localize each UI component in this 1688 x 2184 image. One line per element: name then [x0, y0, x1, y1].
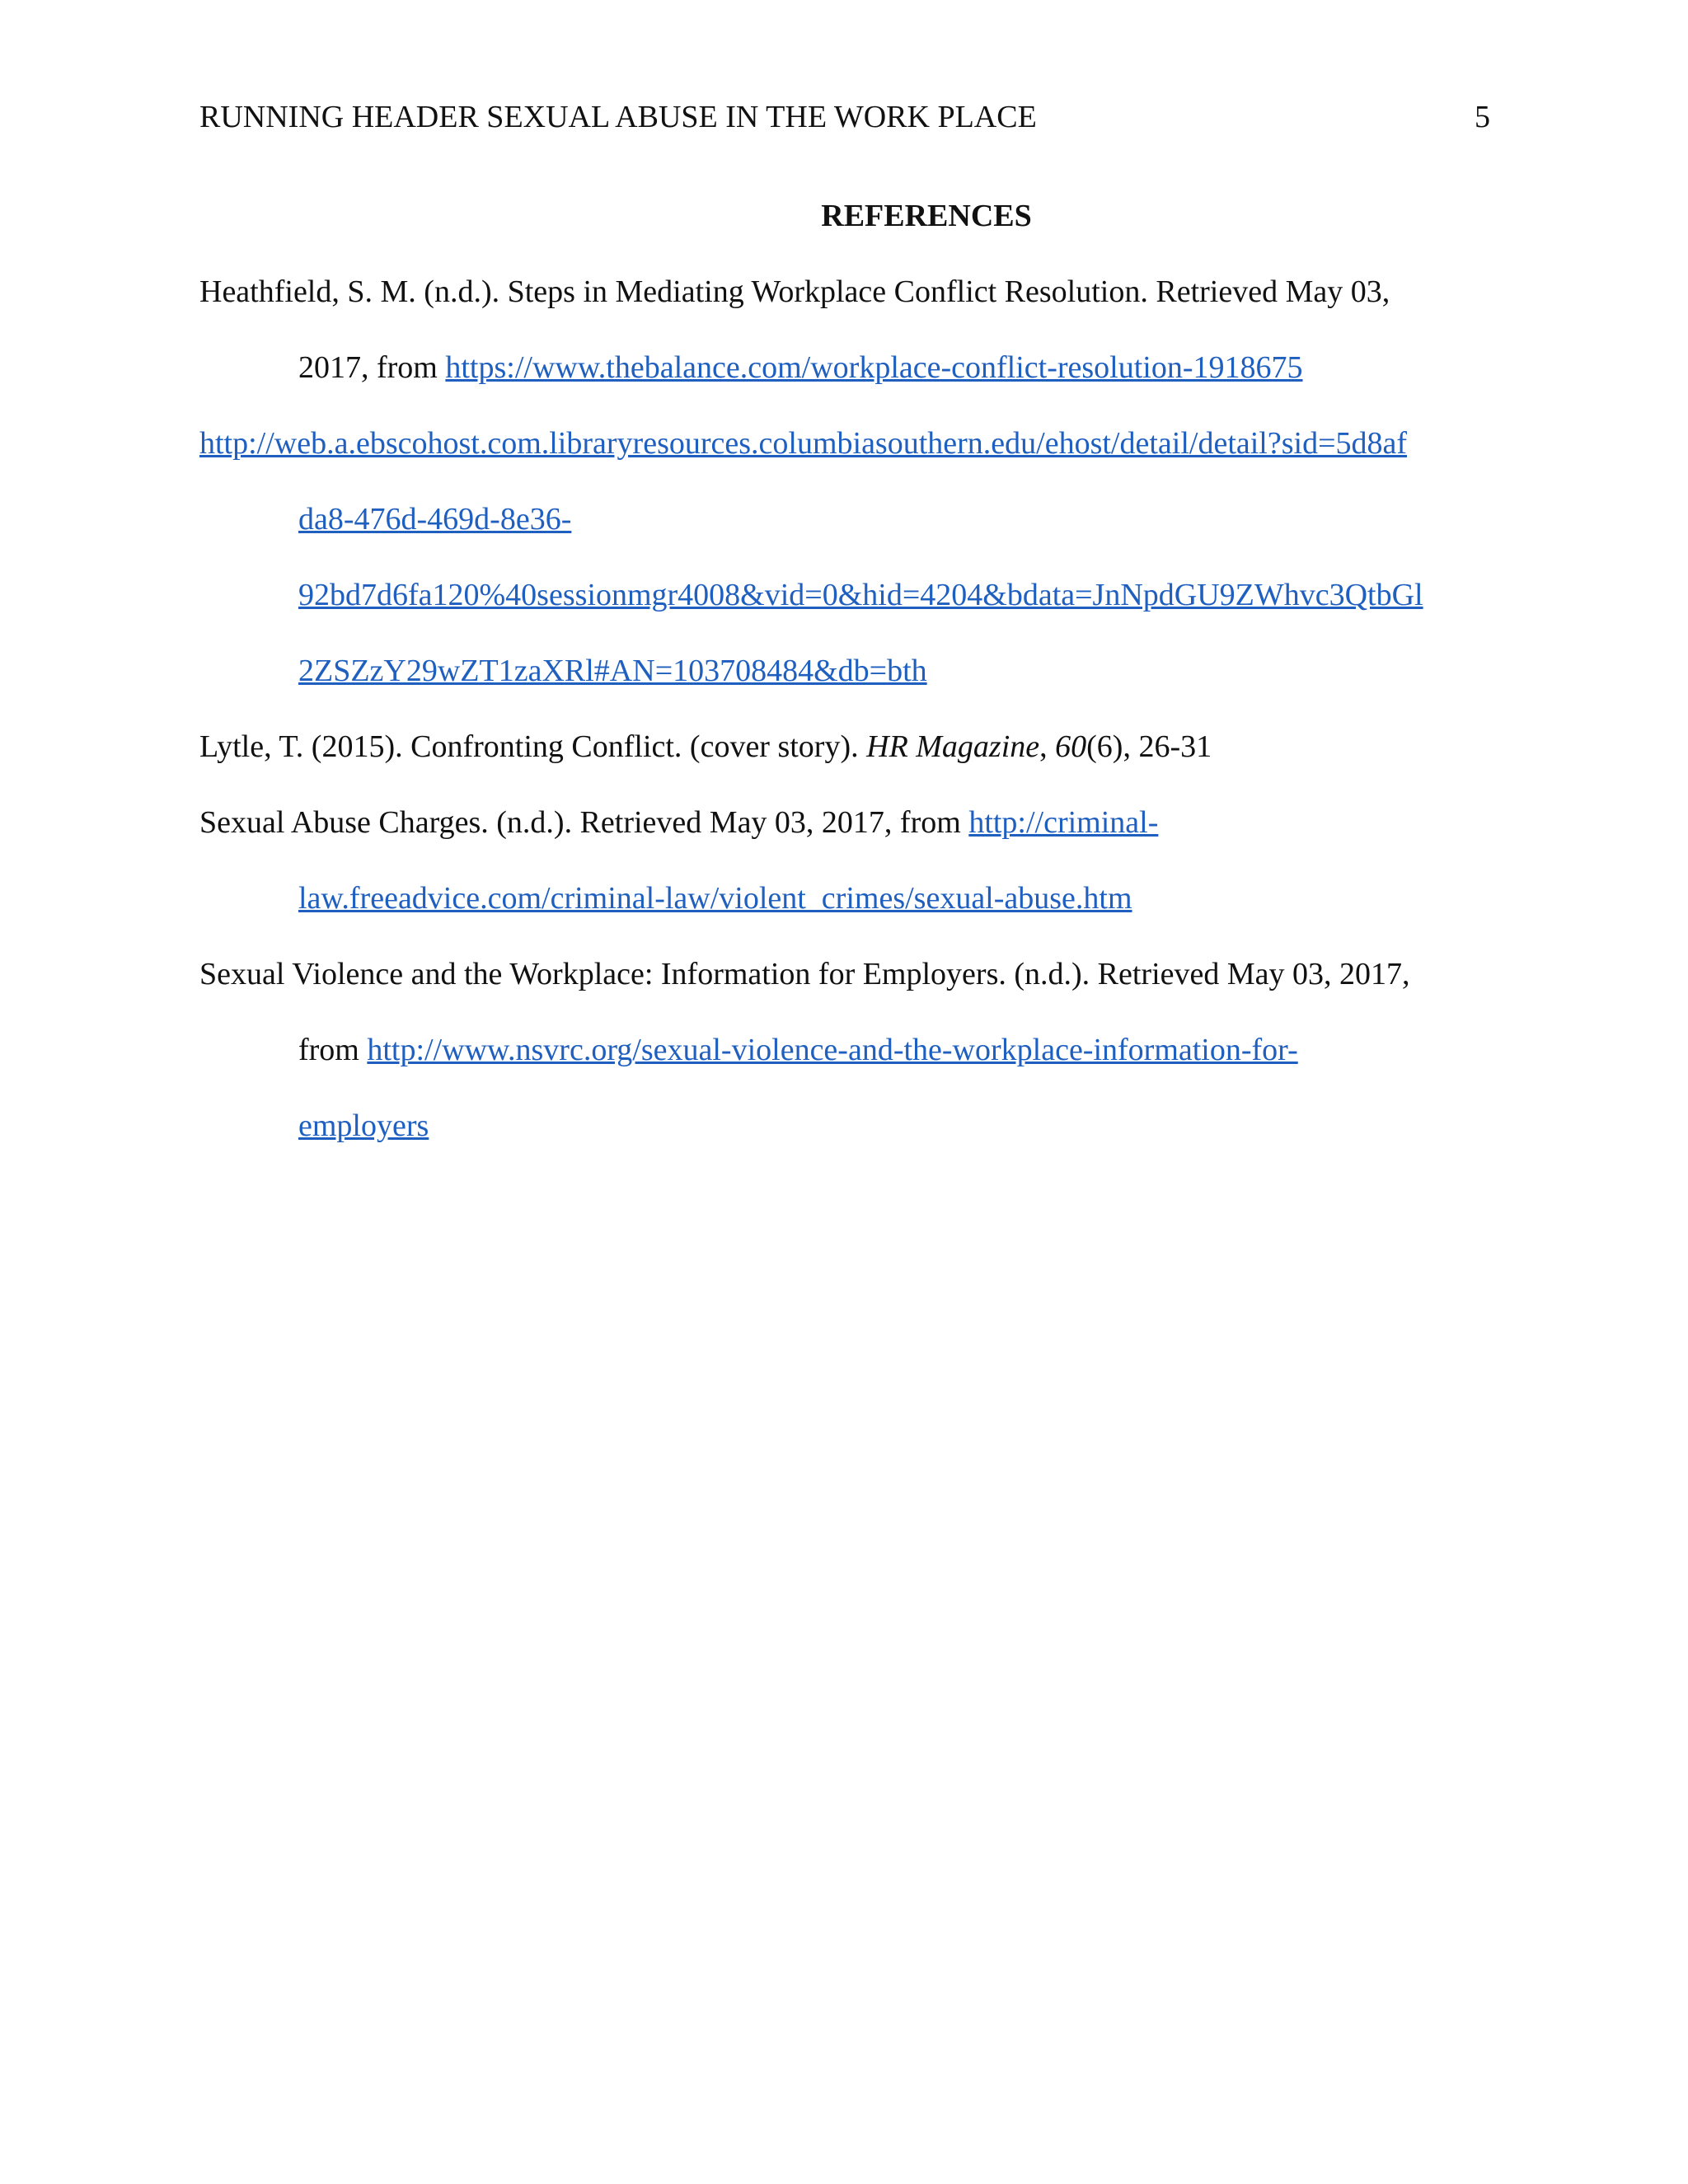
heathfield-url-link[interactable]: https://www.thebalance.com/workplace-conflict-resolution-1918675 [445, 350, 1303, 385]
reference-violence-line2: from http://www.nsvrc.org/sexual-violence-and-the-workplace-information-for- [298, 1033, 1298, 1067]
reference-ebsco-line4 [298, 651, 927, 691]
running-head-text: RUNNING HEADER SEXUAL ABUSE IN THE WORK PLACE [199, 100, 1037, 134]
running-header [199, 97, 1490, 137]
reference-ebsco-line1 [199, 424, 1407, 463]
charges-url-link-part2[interactable]: law.freeadvice.com/criminal-law/violent_crimes/sexual-abuse.htm [298, 881, 1132, 916]
charges-url-link-part1[interactable]: http://criminal- [968, 805, 1159, 840]
page-number: 5 [1475, 100, 1490, 134]
reference-lytle: Lytle, T. (2015). Confronting Conflict. (cover story). HR Magazine, 60(6), 26-31 [199, 729, 1212, 764]
ebsco-url-link-part1[interactable]: http://web.a.ebscohost.com.libraryresources.columbiasouthern.edu/ehost/detail/detail?sid=5d8af [199, 426, 1408, 461]
journal-volume: 60 [1055, 729, 1087, 764]
references-heading: REFERENCES [821, 199, 1032, 233]
ebsco-url-link-part4[interactable]: 2ZSZzY29wZT1zaXRl#AN=103708484&db=bth [298, 654, 927, 688]
reference-ebsco-line3 [298, 575, 1423, 615]
journal-title: HR Magazine [866, 729, 1040, 764]
violence-url-link-part2[interactable]: employers [298, 1108, 429, 1143]
reference-heathfield-line2: 2017, from https://www.thebalance.com/workplace-conflict-resolution-1918675 [298, 350, 1303, 385]
violence-url-link-part1[interactable]: http://www.nsvrc.org/sexual-violence-and-the-workplace-information-for- [367, 1033, 1298, 1067]
reference-charges-line2 [298, 879, 1132, 918]
reference-heathfield-line1: Heathfield, S. M. (n.d.). Steps in Mediating Workplace Conflict Resolution. Retrieved May 03, [199, 274, 1390, 309]
ebsco-url-link-part2[interactable]: da8-476d-469d-8e36- [298, 502, 572, 537]
reference-violence-line1: Sexual Violence and the Workplace: Information for Employers. (n.d.). Retrieved May 03, 2017, [199, 957, 1410, 991]
reference-violence-line3 [298, 1106, 429, 1146]
reference-charges-line1: Sexual Abuse Charges. (n.d.). Retrieved May 03, 2017, from http://criminal- [199, 805, 1159, 840]
ebsco-url-link-part3[interactable]: 92bd7d6fa120%40sessionmgr4008&vid=0&hid=4204&bdata=JnNpdGU9ZWhvc3QtbGl [298, 578, 1423, 612]
reference-ebsco-line2 [298, 499, 571, 539]
